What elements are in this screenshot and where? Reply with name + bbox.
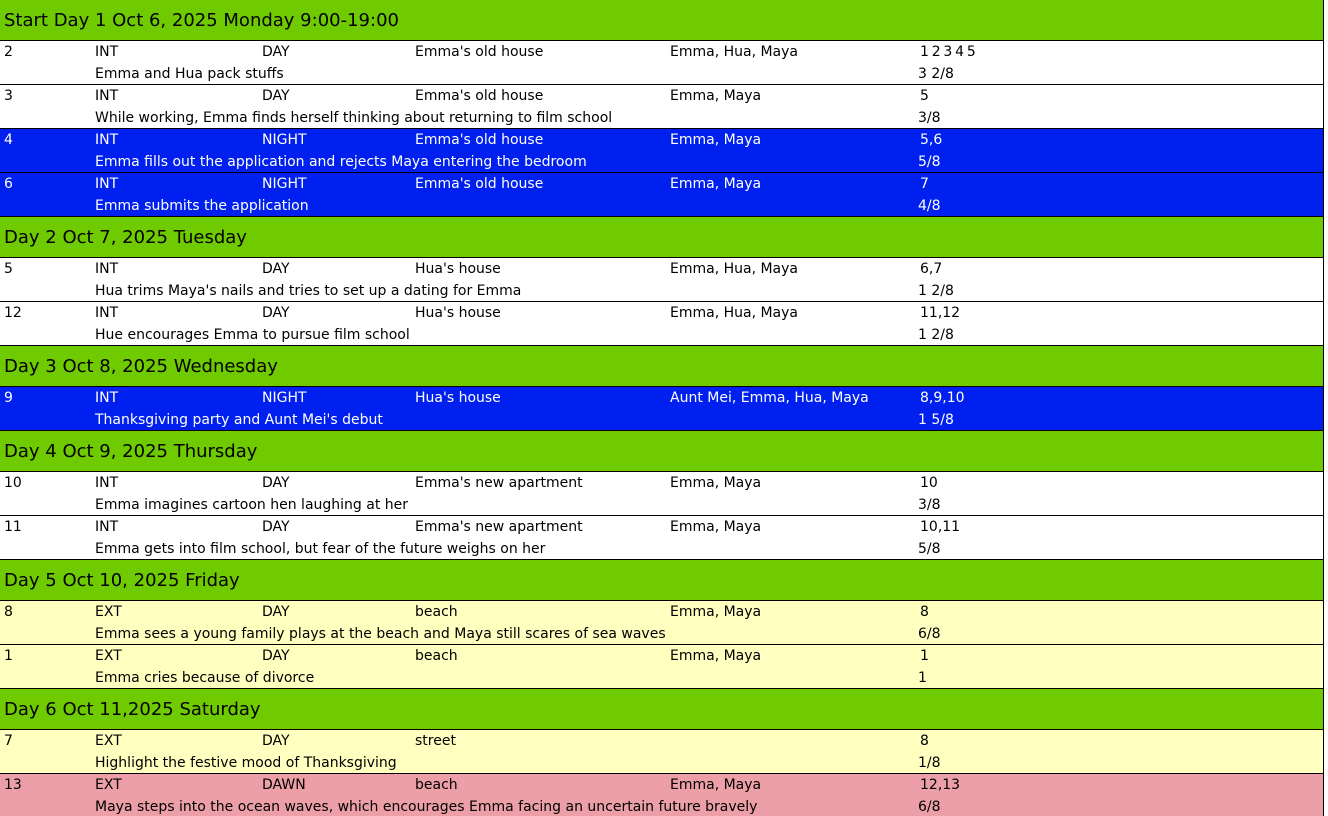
scene-strip[interactable] xyxy=(0,302,1323,346)
scene-description: While working, Emma finds herself thinking about returning to film school xyxy=(95,110,613,126)
scene-strip[interactable] xyxy=(0,85,1323,129)
scene-strip[interactable] xyxy=(0,601,1323,645)
script-pages: 8 xyxy=(920,733,929,749)
page-length: 3/8 xyxy=(918,110,941,126)
int-ext: EXT xyxy=(95,648,122,664)
scene-description: Emma imagines cartoon hen laughing at her xyxy=(95,497,409,513)
cast-list: Emma, Maya xyxy=(670,777,762,793)
scene-strip[interactable] xyxy=(0,387,1323,431)
scene-number: 6 xyxy=(4,176,13,192)
cast-list: Aunt Mei, Emma, Hua, Maya xyxy=(670,390,869,406)
scene-description: Emma fills out the application and rejects Maya entering the bedroom xyxy=(95,154,587,170)
day-break-label: Day 3 Oct 8, 2025 Wednesday xyxy=(4,355,278,377)
script-pages: 10,11 xyxy=(920,519,961,535)
day-break-row[interactable] xyxy=(0,217,1323,258)
script-pages: 10 xyxy=(920,475,938,491)
scene-description: Emma sees a young family plays at the beach and Maya still scares of sea waves xyxy=(95,626,666,642)
int-ext: INT xyxy=(95,305,119,321)
day-break-label: Start Day 1 Oct 6, 2025 Monday 9:00-19:00 xyxy=(4,9,399,31)
set-name: Hua's house xyxy=(415,261,501,277)
time-of-day: DAY xyxy=(262,305,290,321)
page-length: 4/8 xyxy=(918,198,941,214)
scene-number: 2 xyxy=(4,44,13,60)
day-break-label: Day 4 Oct 9, 2025 Thursday xyxy=(4,440,258,462)
int-ext: INT xyxy=(95,132,119,148)
day-break-row[interactable] xyxy=(0,431,1323,472)
scene-number: 7 xyxy=(4,733,13,749)
time-of-day: DAY xyxy=(262,475,290,491)
scene-strip[interactable] xyxy=(0,173,1323,217)
scene-description: Thanksgiving party and Aunt Mei's debut xyxy=(95,412,383,428)
set-name: Emma's old house xyxy=(415,44,544,60)
scene-description: Maya steps into the ocean waves, which encourages Emma facing an uncertain future bravely xyxy=(95,799,758,815)
cast-list: Emma, Maya xyxy=(670,176,762,192)
set-name: beach xyxy=(415,777,458,793)
script-pages: 7 xyxy=(920,176,929,192)
script-pages: 1 xyxy=(920,648,929,664)
script-pages: 12,13 xyxy=(920,777,961,793)
scene-number: 13 xyxy=(4,777,22,793)
day-break-row[interactable] xyxy=(0,0,1323,41)
int-ext: INT xyxy=(95,176,119,192)
scene-strip[interactable] xyxy=(0,516,1323,560)
day-break-label: Day 2 Oct 7, 2025 Tuesday xyxy=(4,226,247,248)
int-ext: INT xyxy=(95,88,119,104)
time-of-day: NIGHT xyxy=(262,390,307,406)
set-name: Emma's old house xyxy=(415,88,544,104)
int-ext: INT xyxy=(95,475,119,491)
scene-number: 5 xyxy=(4,261,13,277)
scene-strip[interactable] xyxy=(0,730,1323,774)
day-break-row[interactable] xyxy=(0,346,1323,387)
set-name: Hua's house xyxy=(415,305,501,321)
day-break-label: Day 5 Oct 10, 2025 Friday xyxy=(4,569,240,591)
scene-number: 1 xyxy=(4,648,13,664)
scene-strip[interactable] xyxy=(0,41,1323,85)
script-pages: 5 xyxy=(920,88,929,104)
scene-description: Highlight the festive mood of Thanksgiving xyxy=(95,755,397,771)
scene-number: 4 xyxy=(4,132,13,148)
page-length: 3 2/8 xyxy=(918,66,954,82)
script-pages: 8,9,10 xyxy=(920,390,965,406)
set-name: Emma's new apartment xyxy=(415,475,583,491)
time-of-day: DAY xyxy=(262,88,290,104)
day-break-row[interactable] xyxy=(0,689,1323,730)
time-of-day: DAY xyxy=(262,519,290,535)
int-ext: INT xyxy=(95,519,119,535)
time-of-day: DAY xyxy=(262,44,290,60)
scene-description: Emma and Hua pack stuffs xyxy=(95,66,284,82)
set-name: Hua's house xyxy=(415,390,501,406)
int-ext: EXT xyxy=(95,777,122,793)
time-of-day: NIGHT xyxy=(262,176,307,192)
cast-list: Emma, Hua, Maya xyxy=(670,305,799,321)
scene-description: Emma cries because of divorce xyxy=(95,670,315,686)
set-name: Emma's new apartment xyxy=(415,519,583,535)
page-length: 5/8 xyxy=(918,154,941,170)
day-break-row[interactable] xyxy=(0,560,1323,601)
page-length: 6/8 xyxy=(918,626,941,642)
script-pages: 5,6 xyxy=(920,132,943,148)
time-of-day: DAY xyxy=(262,604,290,620)
scene-description: Hue encourages Emma to pursue film school xyxy=(95,327,410,343)
page-length: 3/8 xyxy=(918,497,941,513)
cast-list: Emma, Maya xyxy=(670,519,762,535)
scene-description: Hua trims Maya's nails and tries to set up a dating for Emma xyxy=(95,283,522,299)
script-pages: 8 xyxy=(920,604,929,620)
page-length: 1 2/8 xyxy=(918,283,954,299)
int-ext: INT xyxy=(95,44,119,60)
scene-strip[interactable] xyxy=(0,472,1323,516)
cast-list: Emma, Maya xyxy=(670,132,762,148)
cast-list: Emma, Maya xyxy=(670,648,762,664)
page-length: 1 5/8 xyxy=(918,412,954,428)
int-ext: EXT xyxy=(95,604,122,620)
scene-number: 8 xyxy=(4,604,13,620)
cast-list: Emma, Maya xyxy=(670,604,762,620)
page-length: 1/8 xyxy=(918,755,941,771)
int-ext: INT xyxy=(95,390,119,406)
scene-number: 11 xyxy=(4,519,22,535)
set-name: Emma's old house xyxy=(415,132,544,148)
set-name: beach xyxy=(415,648,458,664)
time-of-day: DAWN xyxy=(262,777,306,793)
cast-list: Emma, Hua, Maya xyxy=(670,44,799,60)
set-name: Emma's old house xyxy=(415,176,544,192)
scene-description: Emma submits the application xyxy=(95,198,309,214)
cast-list: Emma, Maya xyxy=(670,475,762,491)
day-break-label: Day 6 Oct 11,2025 Saturday xyxy=(4,698,261,720)
page-length: 1 xyxy=(918,670,927,686)
script-pages: 6,7 xyxy=(920,261,943,277)
script-pages: 1 2 3 4 5 xyxy=(920,44,976,60)
int-ext: INT xyxy=(95,261,119,277)
time-of-day: DAY xyxy=(262,648,290,664)
scene-strip[interactable] xyxy=(0,258,1323,302)
scene-description: Emma gets into film school, but fear of the future weighs on her xyxy=(95,541,546,557)
page-length: 6/8 xyxy=(918,799,941,815)
scene-number: 9 xyxy=(4,390,13,406)
cast-list: Emma, Hua, Maya xyxy=(670,261,799,277)
time-of-day: NIGHT xyxy=(262,132,307,148)
scene-strip[interactable] xyxy=(0,645,1323,689)
cast-list: Emma, Maya xyxy=(670,88,762,104)
scene-number: 12 xyxy=(4,305,22,321)
scene-strip[interactable] xyxy=(0,774,1323,816)
scene-strip[interactable] xyxy=(0,129,1323,173)
script-pages: 11,12 xyxy=(920,305,961,321)
page-length: 5/8 xyxy=(918,541,941,557)
page-length: 1 2/8 xyxy=(918,327,954,343)
int-ext: EXT xyxy=(95,733,122,749)
time-of-day: DAY xyxy=(262,733,290,749)
time-of-day: DAY xyxy=(262,261,290,277)
set-name: street xyxy=(415,733,456,749)
set-name: beach xyxy=(415,604,458,620)
scene-number: 10 xyxy=(4,475,22,491)
scene-number: 3 xyxy=(4,88,13,104)
